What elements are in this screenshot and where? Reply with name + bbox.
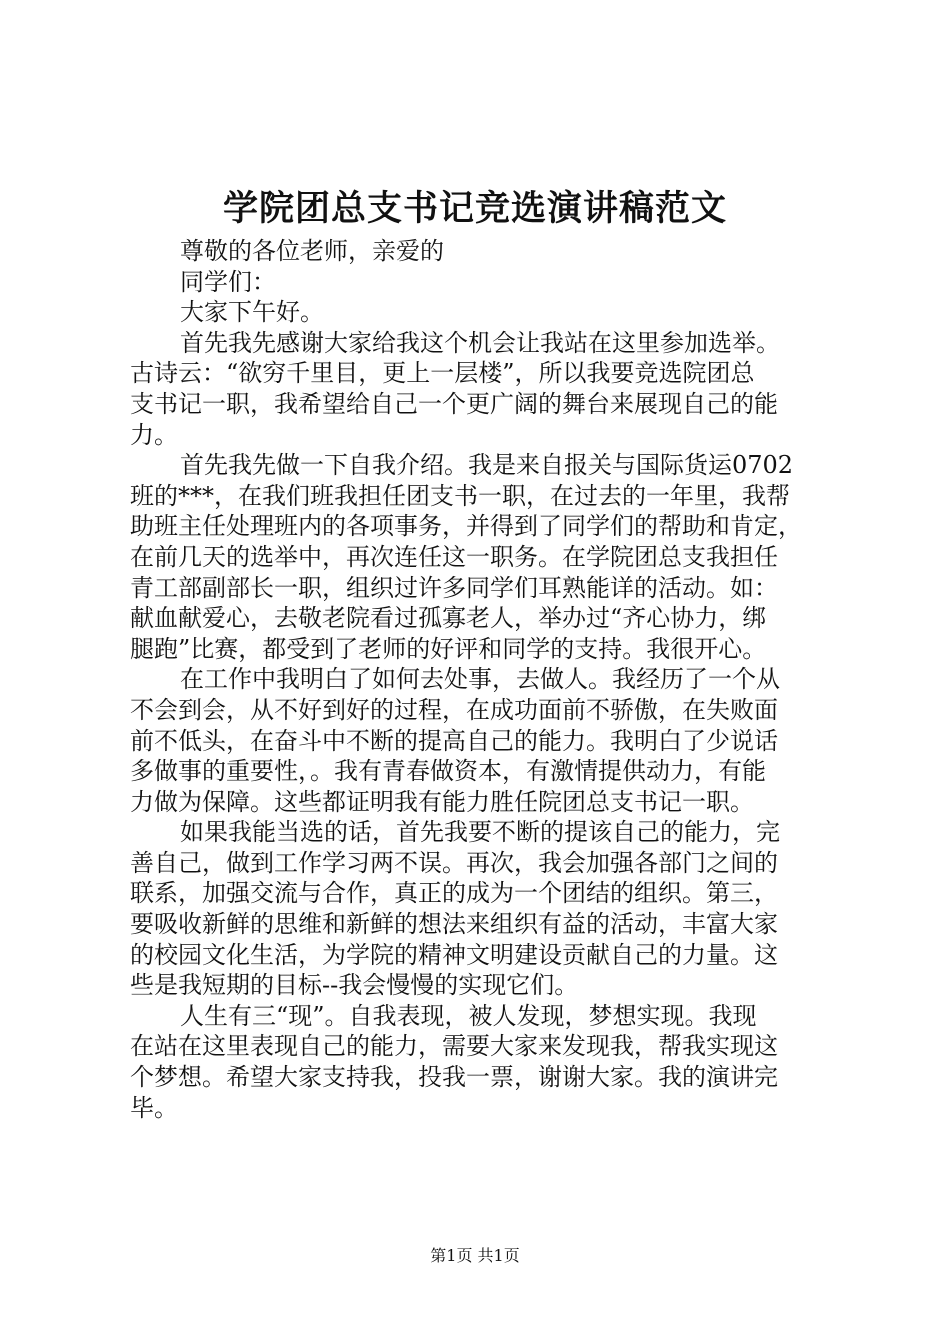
text-line: 如果我能当选的话，首先我要不断的提该自己的能力，完 — [180, 818, 780, 847]
text-line: 前不低头，在奋斗中不断的提高自己的能力。我明白了少说话 — [130, 726, 778, 755]
text-line: 不会到会，从不好到好的过程，在成功面前不骄傲，在失败面 — [130, 695, 778, 724]
page-footer: 第1页 共1页 — [430, 1246, 520, 1265]
text-line: 在站在这里表现自己的能力，需要大家来发现我，帮我实现这 — [130, 1032, 778, 1061]
text-line: 古诗云：“欲穷千里目，更上一层楼”，所以我要竞选院团总 — [130, 359, 755, 388]
text-line: 首先我先感谢大家给我这个机会让我站在这里参加选举。 — [180, 328, 780, 357]
text-line: 尊敬的各位老师，亲爱的 — [180, 237, 444, 265]
text-line: 多做事的重要性，。我有青春做资本，有激情提供动力，有能 — [130, 757, 766, 786]
text-line: 毕。 — [130, 1093, 178, 1122]
text-line: 大家下午好。 — [180, 298, 324, 327]
text-line: 些是我短期的目标--我会慢慢的实现它们。 — [130, 971, 579, 1000]
text-line: 力做为保障。这些都证明我有能力胜任院团总支书记一职。 — [130, 787, 754, 816]
text-line: 支书记一职，我希望给自己一个更广阔的舞台来展现自己的能 — [130, 389, 778, 418]
text-line: 在工作中我明白了如何去处事，去做人。我经历了一个从 — [180, 665, 780, 694]
text-line: 个梦想。希望大家支持我，投我一票，谢谢大家。我的演讲完 — [130, 1063, 778, 1092]
document-body — [130, 236, 835, 1123]
text-line: 班的***，在我们班我担任团支书一职，在过去的一年里，我帮 — [130, 481, 790, 510]
text-line: 青工部副部长一职，组织过许多同学们耳熟能详的活动。如： — [130, 573, 778, 602]
text-line: 在前几天的选举中，再次连任这一职务。在学院团总支我担任 — [130, 542, 778, 571]
text-line: 同学们： — [180, 267, 276, 296]
text-line: 献血献爱心，去敬老院看过孤寡老人，举办过“齐心协力，绑 — [130, 604, 767, 633]
text-line: 首先我先做一下自我介绍。我是来自报关与国际货运0702 — [180, 451, 794, 480]
text-line: 力。 — [130, 420, 178, 449]
text-line: 联系，加强交流与合作，真正的成为一个团结的组织。第三， — [130, 879, 778, 908]
text-line: 人生有三“现”。自我表现，被人发现，梦想实现。我现 — [180, 1001, 757, 1030]
text-line: 的校园文化生活，为学院的精神文明建设贡献自己的力量。这 — [130, 940, 778, 969]
text-line: 助班主任处理班内的各项事务，并得到了同学们的帮助和肯定， — [130, 512, 802, 541]
text-line: 腿跑”比赛，都受到了老师的好评和同学的支持。我很开心。 — [130, 634, 767, 663]
text-line: 要吸收新鲜的思维和新鲜的想法来组织有益的活动，丰富大家 — [130, 910, 778, 939]
text-line: 善自己，做到工作学习两不误。再次，我会加强各部门之间的 — [130, 848, 778, 877]
document-title: 学院团总支书记竞选演讲稿范文 — [222, 188, 727, 229]
